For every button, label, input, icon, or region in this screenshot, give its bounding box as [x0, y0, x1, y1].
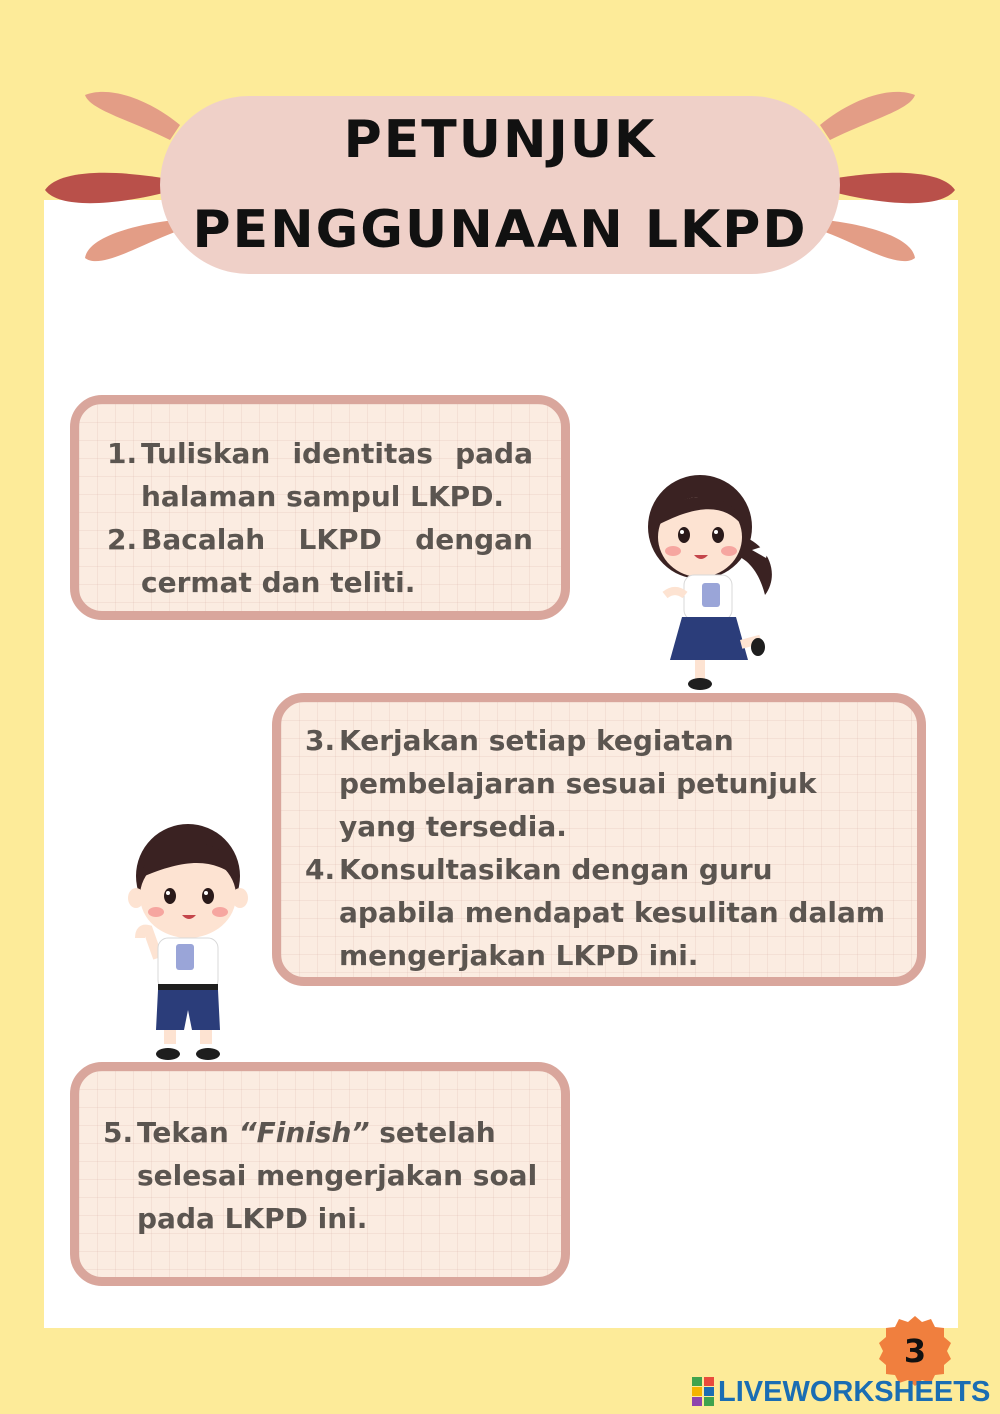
- item-number: 5.: [103, 1116, 134, 1149]
- girl-student-illustration: [640, 465, 785, 699]
- item-text: Kerjakan setiap kegiatan pembelajaran sesuai petunjuk yang tersedia.: [339, 724, 817, 843]
- instruction-card-1: [70, 395, 570, 620]
- page-number: 3: [903, 1332, 927, 1370]
- instruction-item: [107, 518, 533, 604]
- instruction-item: [305, 719, 887, 848]
- liveworksheets-footer[interactable]: [692, 1374, 990, 1410]
- item-number: 2.: [107, 523, 138, 556]
- item-text: Konsultasikan dengan guru apabila mendapat kesulitan dalam mengerjakan LKPD ini.: [339, 853, 886, 972]
- title-line-1: PETUNJUK: [343, 110, 657, 170]
- item-text-after: setelah selesai mengerjakan soal pada LKPD ini.: [137, 1116, 538, 1235]
- item-text: Tuliskan identitas pada halaman sampul LKPD.: [141, 437, 533, 513]
- item-number: 4.: [305, 853, 336, 886]
- liveworksheets-logo-icon: [692, 1377, 714, 1407]
- title-line-2: PENGGUNAAN LKPD: [192, 200, 808, 260]
- brand-name: LIVEWORKSHEETS: [718, 1375, 991, 1408]
- item-number: 1.: [107, 437, 138, 470]
- instruction-card-2: [272, 693, 926, 986]
- title-banner: [0, 0, 1000, 300]
- instruction-card-3: [70, 1062, 570, 1286]
- item-text-before: Tekan: [137, 1116, 239, 1149]
- finish-keyword: “Finish”: [238, 1116, 370, 1149]
- boy-student-illustration: [120, 820, 255, 1069]
- instruction-item: [107, 432, 533, 518]
- item-text: Bacalah LKPD dengan cermat dan teliti.: [141, 523, 533, 599]
- item-number: 3.: [305, 724, 336, 757]
- instruction-item: [305, 848, 887, 977]
- instruction-item: [103, 1111, 541, 1240]
